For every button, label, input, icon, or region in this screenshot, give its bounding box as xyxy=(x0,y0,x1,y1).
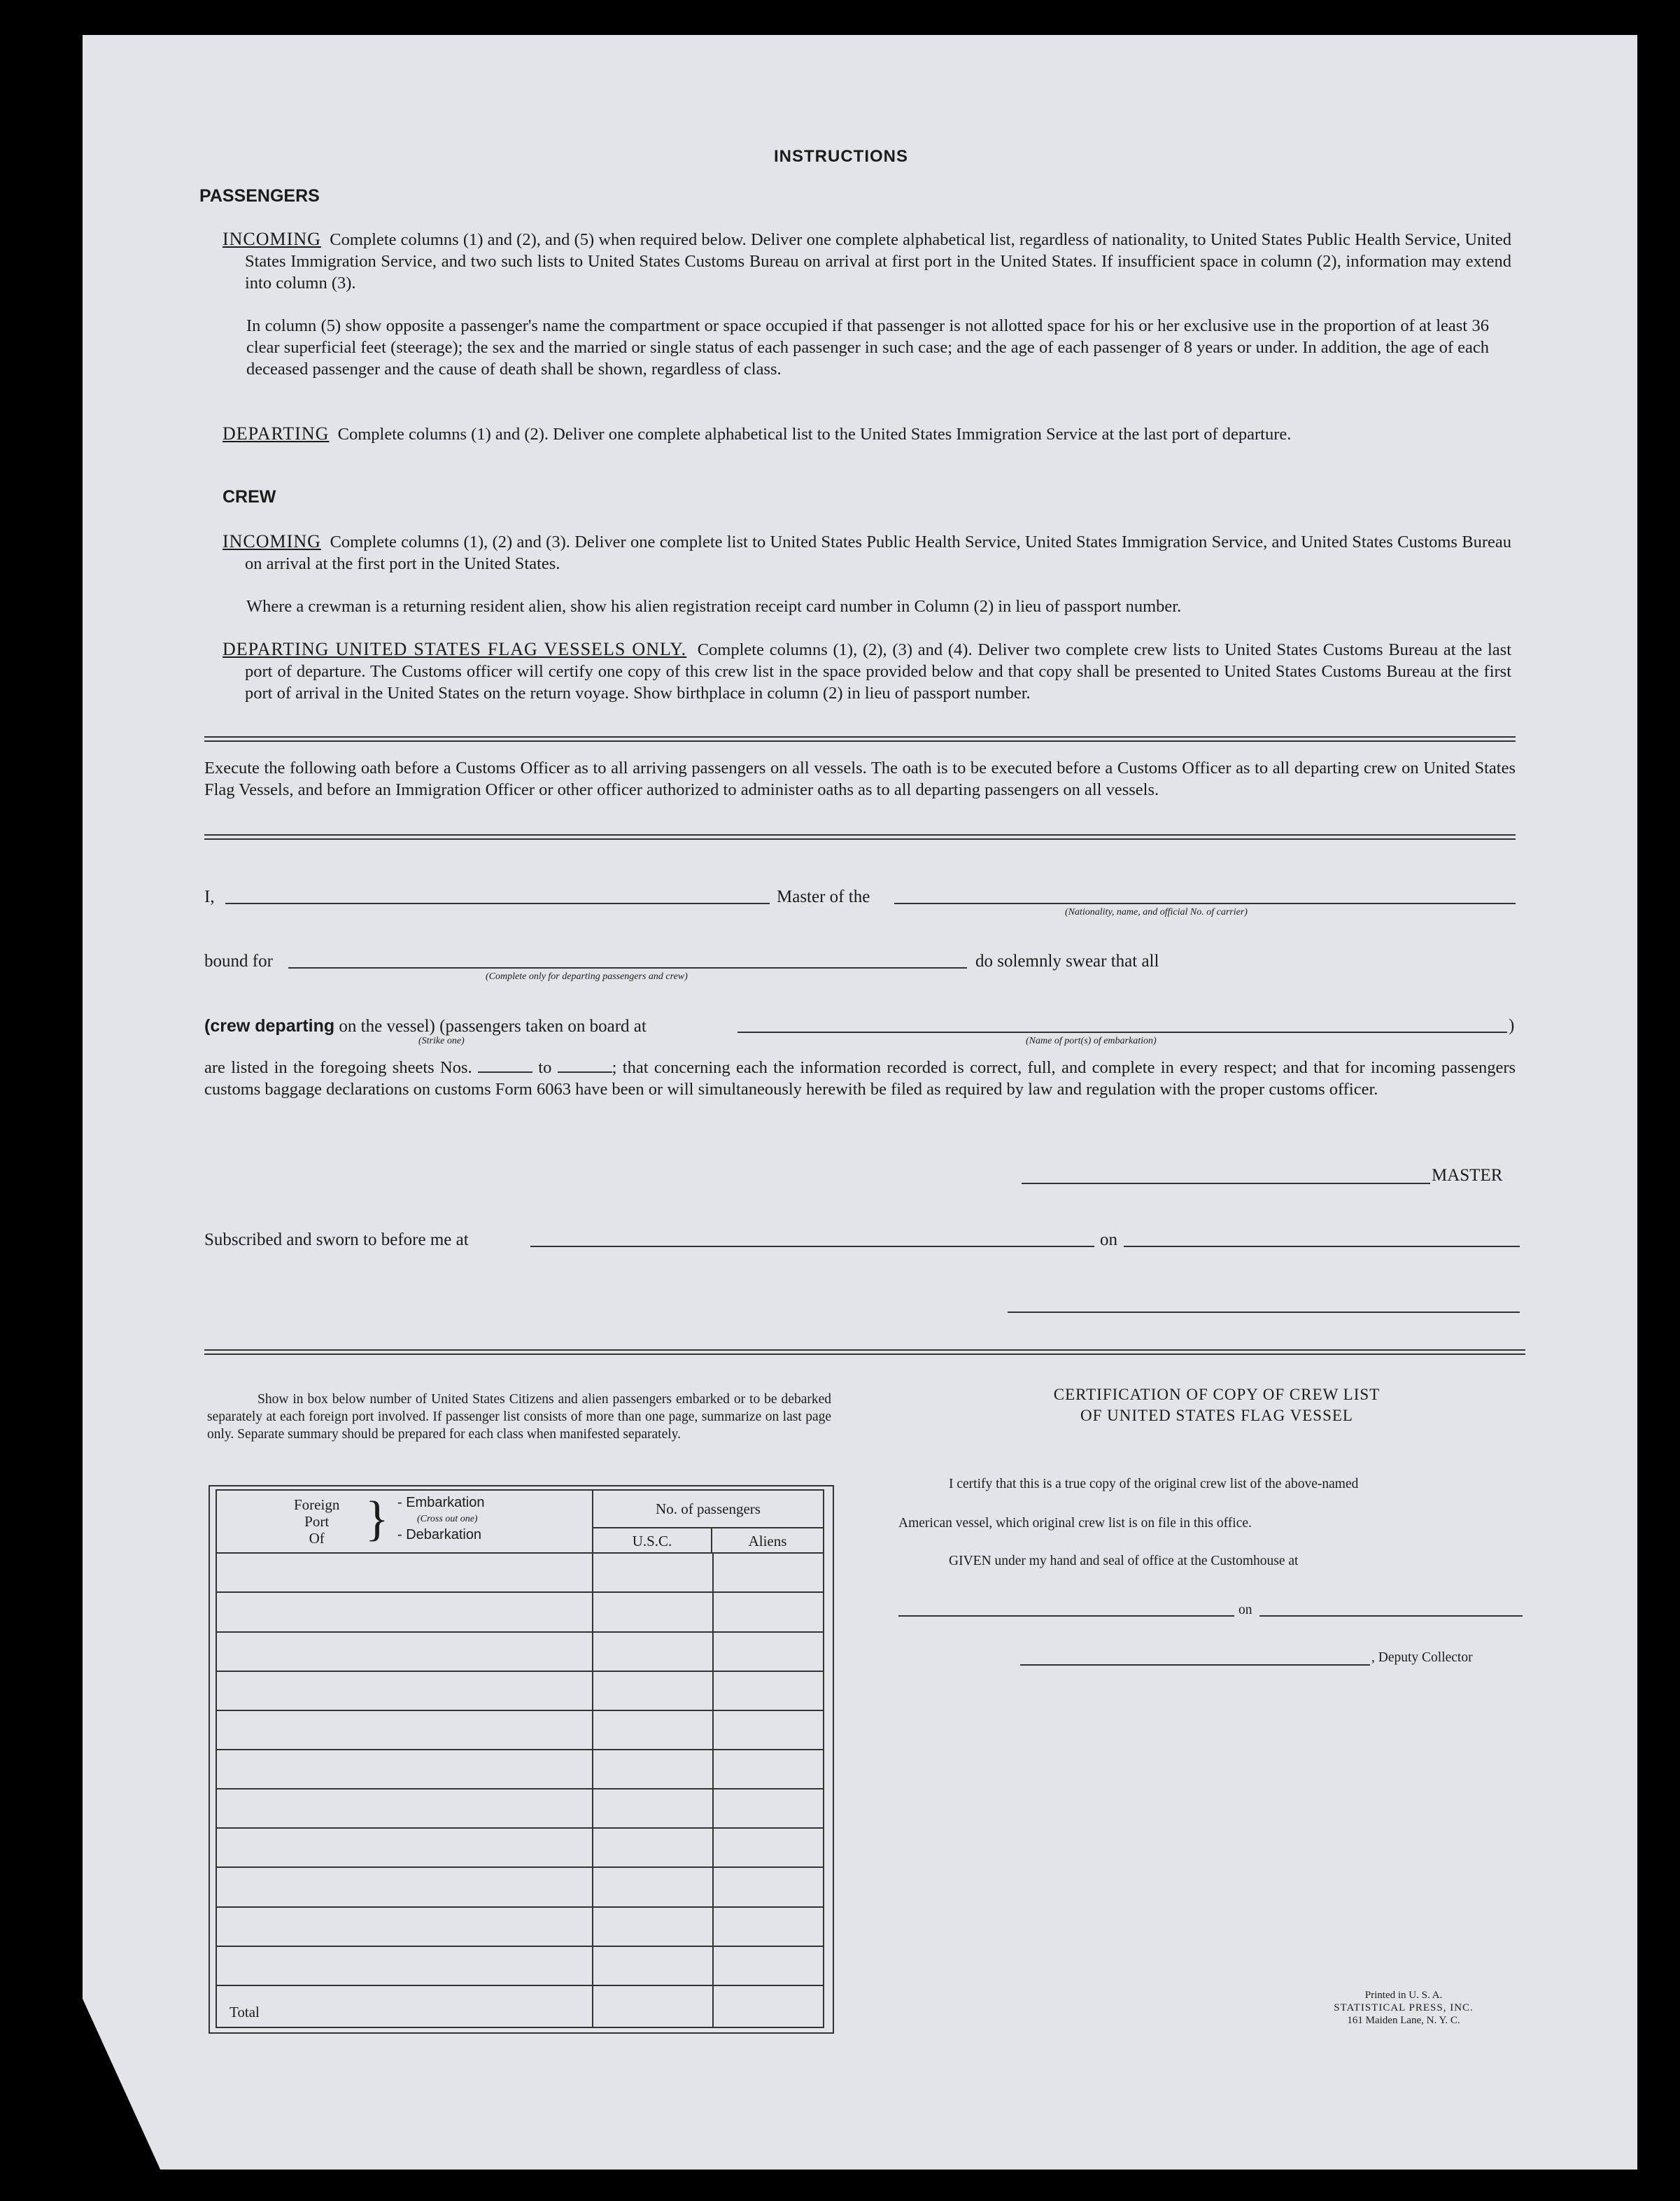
port-cell[interactable] xyxy=(216,1828,593,1867)
deputy-collector-label: , Deputy Collector xyxy=(1371,1650,1473,1665)
passengers-departing-label: DEPARTING xyxy=(223,423,330,444)
crew-heading: CREW xyxy=(223,487,276,507)
embarkation-option[interactable]: - Embarkation xyxy=(397,1495,485,1510)
certification-on-label: on xyxy=(1238,1603,1252,1617)
listed-start: are listed in the foregoing sheets Nos. xyxy=(204,1058,472,1077)
section-divider xyxy=(204,736,1516,742)
sheet-to-field[interactable] xyxy=(558,1071,612,1073)
crew-incoming-paragraph xyxy=(223,530,1511,575)
oath-listed-paragraph xyxy=(204,1057,1516,1100)
customhouse-field[interactable] xyxy=(898,1615,1234,1617)
total-label: Total xyxy=(216,1985,593,2027)
summary-row xyxy=(216,1671,824,1710)
american-vessel-text: American vessel, which original crew list is on file in this office. xyxy=(898,1516,1252,1531)
summary-table xyxy=(216,1489,824,2028)
crew-resident-paragraph: Where a crewman is a returning resident alien, show his alien registration receipt card number in Column (2) in lieu of passport number. xyxy=(246,597,1182,616)
passengers-taken-label: (passengers taken on board at xyxy=(439,1017,647,1036)
aliens-cell[interactable] xyxy=(713,1553,824,1592)
aliens-cell[interactable] xyxy=(713,1592,824,1631)
debarkation-option[interactable]: - Debarkation xyxy=(397,1527,482,1542)
aliens-cell[interactable] xyxy=(713,1750,824,1789)
close-paren: ) xyxy=(1509,1016,1515,1035)
oath-i-label: I, xyxy=(204,887,215,906)
summary-row xyxy=(216,1907,824,1946)
subheader-rule xyxy=(593,1527,823,1528)
certification-title-line1: CERTIFICATION OF COPY OF CREW LIST xyxy=(1053,1386,1381,1403)
brace-icon: } xyxy=(365,1492,389,1546)
passengers-incoming-text: Complete columns (1) and (2), and (5) when required below. Deliver one complete alphabetical list, regardless of nationality, to United States Public Health Service, United States Immigration Service, and two such lists to United States Customs Bureau on arrival at first port in the United States. If insufficient space in column (2), information may extend into column (3). xyxy=(245,230,1511,293)
printer-line3: 161 Maiden Lane, N. Y. C. xyxy=(1347,2015,1460,2026)
usc-cell[interactable] xyxy=(593,1907,713,1946)
to-label: to xyxy=(538,1058,552,1077)
passengers-incoming-label: INCOMING xyxy=(223,229,321,249)
usc-cell[interactable] xyxy=(593,1592,713,1631)
port-cell[interactable] xyxy=(216,1907,593,1946)
sheet-from-field[interactable] xyxy=(478,1071,532,1073)
master-signature-field[interactable] xyxy=(1022,1183,1430,1184)
crew-departing-label: (crew departing xyxy=(204,1016,335,1036)
usc-cell[interactable] xyxy=(593,1632,713,1671)
do-solemnly-label: do solemnly swear that all xyxy=(975,952,1159,971)
certification-title-line2: OF UNITED STATES FLAG VESSEL xyxy=(1080,1407,1353,1424)
port-cell[interactable] xyxy=(216,1671,593,1710)
passengers-column5-paragraph: In column (5) show opposite a passenger's name the compartment or space occupied if that passenger is not allotted space for his or her exclusive use in the proportion of at least 36 clear superficial feet (steerage); the sex and the married or single status of each passenger in such case; and the age of each passenger of 8 years or under. In addition, the age of each deceased passenger and the cause of death shall be shown, regardless of class. xyxy=(246,316,1489,379)
crew-departing-label: DEPARTING UNITED STATES FLAG VESSELS ONLY. xyxy=(223,639,687,659)
usc-cell[interactable] xyxy=(593,1946,713,1985)
summary-row xyxy=(216,1710,824,1750)
master-of-the-label: Master of the xyxy=(777,887,870,906)
foreign-word: Foreign xyxy=(294,1496,340,1513)
crew-incoming-label: INCOMING xyxy=(223,531,321,551)
complete-only-caption: (Complete only for departing passengers and crew) xyxy=(486,971,688,982)
usc-cell[interactable] xyxy=(593,1671,713,1710)
printer-line1: Printed in U. S. A. xyxy=(1364,1990,1443,2001)
summary-row xyxy=(216,1632,824,1671)
crew-incoming-text: Complete columns (1), (2) and (3). Deliver one complete list to United States Public Health Service, United States Immigration Service, and United States Customs Bureau on arrival at the first port in the United States. xyxy=(245,533,1512,573)
summary-row xyxy=(216,1789,824,1828)
passengers-departing-text: Complete columns (1) and (2). Deliver one complete alphabetical list to the United States Immigration Service at the last port of departure. xyxy=(337,425,1292,444)
subscribed-label: Subscribed and sworn to before me at xyxy=(204,1230,469,1249)
port-cell[interactable] xyxy=(216,1553,593,1592)
aliens-label: Aliens xyxy=(748,1533,787,1549)
embark-debark-options xyxy=(397,1495,485,1543)
summary-row xyxy=(216,1946,824,1985)
passengers-heading: PASSENGERS xyxy=(199,186,320,206)
certification-date-field[interactable] xyxy=(1259,1615,1523,1617)
bottom-divider xyxy=(204,1349,1525,1355)
listed-rest: ; that concerning each the information recorded is correct, full, and complete in every respect; and that for incoming passengers customs baggage declarations on customs Form 6063 have been or will simultaneously herewith be filed as required by law and regulation with the proper customs officer. xyxy=(204,1058,1516,1099)
cross-out-caption: (Cross out one) xyxy=(417,1514,478,1524)
of-word: Of xyxy=(309,1530,325,1547)
crew-passengers-line xyxy=(204,1016,647,1036)
crew-departing-paragraph xyxy=(223,638,1511,704)
bound-for-label: bound for xyxy=(204,952,273,971)
aliens-cell[interactable] xyxy=(713,1828,824,1867)
master-name-field[interactable] xyxy=(225,903,770,904)
usc-cell[interactable] xyxy=(593,1828,713,1867)
no-of-passengers-label: No. of passengers xyxy=(656,1500,761,1517)
usc-label: U.S.C. xyxy=(632,1533,672,1549)
aliens-cell[interactable] xyxy=(713,1789,824,1828)
crew-departing-text: Complete columns (1), (2), (3) and (4). Deliver two complete crew lists to United States Customs Bureau at the last port of departure. The Customs officer will certify one copy of this crew list in the space provided below and that copy shall be presented to United States Customs Bureau at the first port of arrival in the United States on the return voyage. Show birthplace in column (2) in lieu of passport number. xyxy=(245,640,1512,703)
port-cell[interactable] xyxy=(216,1710,593,1750)
usc-cell[interactable] xyxy=(593,1750,713,1789)
certification-title xyxy=(1012,1384,1422,1426)
foreign-port-header xyxy=(216,1490,593,1553)
summary-row xyxy=(216,1553,824,1592)
nationality-caption: (Nationality, name, and official No. of carrier) xyxy=(1065,907,1248,917)
port-word: Port xyxy=(304,1513,330,1530)
summary-row xyxy=(216,1828,824,1867)
aliens-cell[interactable] xyxy=(713,1710,824,1750)
summary-instruction: Show in box below number of United States Citizens and alien passengers embarked or to be debarked separately at each foreign port involved. If passenger list consists of more than one page, summarize on last page only. Separate summary should be prepared for each class when manifested separately. xyxy=(207,1392,831,1442)
subscribed-date-field[interactable] xyxy=(1124,1246,1520,1247)
printer-imprint xyxy=(1299,1989,1509,2027)
page-title: INSTRUCTIONS xyxy=(774,147,908,166)
summary-row xyxy=(216,1867,824,1906)
master-label: MASTER xyxy=(1432,1166,1503,1185)
port-cell[interactable] xyxy=(216,1946,593,1985)
aliens-cell[interactable] xyxy=(713,1671,824,1710)
port-cell[interactable] xyxy=(216,1632,593,1671)
port-cell[interactable] xyxy=(216,1867,593,1906)
strike-one-caption: (Strike one) xyxy=(418,1036,465,1046)
officer-signature-field[interactable] xyxy=(1008,1312,1520,1313)
summary-row xyxy=(216,1592,824,1631)
given-text: GIVEN under my hand and seal of office at the Customhouse at xyxy=(949,1554,1299,1568)
ports-caption: (Name of port(s) of embarkation) xyxy=(1026,1036,1157,1046)
oath-instruction: Execute the following oath before a Customs Officer as to all arriving passengers on all vessels. The oath is to be executed before a Customs Officer as to all departing crew on United States Flag Vessels, and before an Immigration Officer or other officer authorized to administer oaths as to all departing passengers on all vessels. xyxy=(204,759,1516,799)
aliens-cell[interactable] xyxy=(713,1946,824,1985)
aliens-cell[interactable] xyxy=(713,1907,824,1946)
embarkation-ports-field[interactable] xyxy=(737,1032,1507,1033)
port-cell[interactable] xyxy=(216,1592,593,1631)
passengers-incoming-paragraph xyxy=(223,228,1511,294)
foreign-port-of-label xyxy=(294,1496,339,1547)
usc-cell[interactable] xyxy=(593,1710,713,1750)
summary-box xyxy=(209,1485,834,2034)
bound-for-field[interactable] xyxy=(288,967,967,969)
certify-text: I certify that this is a true copy of the original crew list of the above-named xyxy=(949,1477,1359,1491)
usc-cell[interactable] xyxy=(593,1867,713,1906)
port-cell[interactable] xyxy=(216,1750,593,1789)
printer-line2: STATISTICAL PRESS, INC. xyxy=(1334,2002,1474,2013)
aliens-cell[interactable] xyxy=(713,1867,824,1906)
usc-cell[interactable] xyxy=(593,1553,713,1592)
passengers-departing-paragraph xyxy=(223,423,1511,445)
deputy-signature-field[interactable] xyxy=(1020,1664,1370,1666)
subscribed-on-label: on xyxy=(1100,1230,1117,1249)
summary-row xyxy=(216,1750,824,1789)
aliens-cell[interactable] xyxy=(713,1632,824,1671)
carrier-field[interactable] xyxy=(894,903,1516,904)
usc-cell[interactable] xyxy=(593,1789,713,1828)
subscribed-place-field[interactable] xyxy=(530,1246,1094,1247)
passenger-count-header xyxy=(593,1490,824,1553)
on-the-vessel-label: on the vessel) xyxy=(339,1017,435,1036)
total-aliens-cell[interactable] xyxy=(713,1985,824,2027)
total-usc-cell[interactable] xyxy=(593,1985,713,2027)
oath-divider xyxy=(204,834,1516,840)
port-cell[interactable] xyxy=(216,1789,593,1828)
